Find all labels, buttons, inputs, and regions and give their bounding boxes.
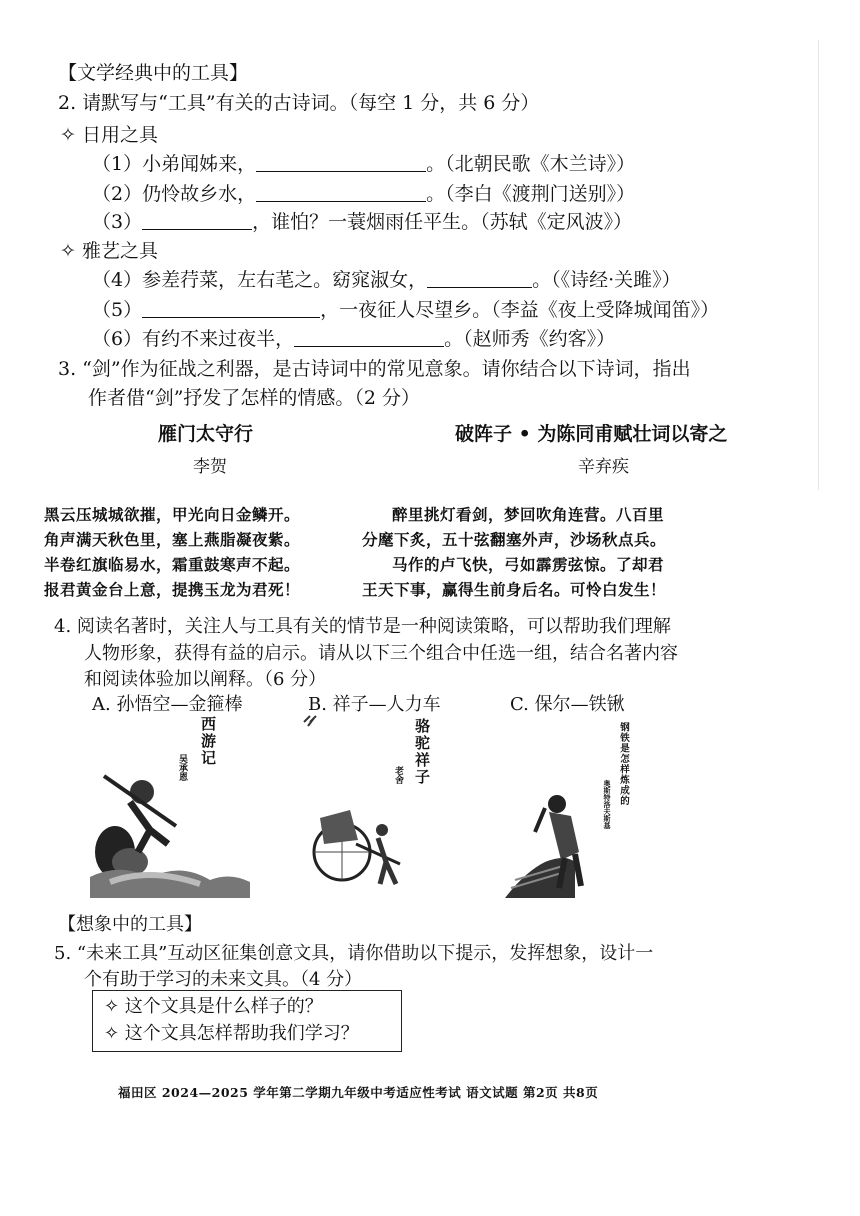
q2-line-3-source: ，谁怕？一蓑烟雨任平生。（苏轼《定风波》） <box>252 211 633 233</box>
question-4-prompt-line-3: 和阅读体验加以阐释。（6 分） <box>84 669 327 690</box>
poem-2-author: 辛弃疾 <box>578 457 629 477</box>
question-4-prompt-line-2: 人物形象，获得有益的启示。请从以下三个组合中任选一组，结合名著内容 <box>84 643 678 664</box>
option-c-label: C. 保尔—铁锹 <box>510 694 625 715</box>
poem-2-line: 马作的卢飞快，弓如霹雳弦惊。了却君 <box>392 555 665 574</box>
q2-blank-1[interactable] <box>256 153 426 172</box>
section-heading-imagination: 【想象中的工具】 <box>58 914 202 935</box>
poem-1-line: 黑云压城城欲摧，甲光向日金鳞开。 <box>44 505 301 524</box>
poem-1-author: 李贺 <box>193 457 227 477</box>
q2-blank-3[interactable] <box>142 211 252 230</box>
category-daily-tools: ✧ 日用之具 <box>60 124 158 146</box>
author-wu-chengen: 吴承恩 <box>177 754 187 781</box>
q2-line-2 <box>92 181 635 207</box>
poem-2-line: 分麾下炙，五十弦翻塞外声，沙场秋点兵。 <box>362 530 667 549</box>
book-title-steel-tempered: 钢铁是怎样炼成的 <box>618 722 629 806</box>
page-footer: 福田区 2024—2025 学年第二学期九年级中考适应性考试 语文试题 第2页 共8页 <box>118 1085 599 1100</box>
poem-2-line: 醉里挑灯看剑，梦回吹角连营。八百里 <box>392 505 665 524</box>
book-title-journey-west: 西游记 <box>199 716 217 767</box>
q2-line-2-text: （2）仍怜故乡水， <box>92 183 257 205</box>
author-ostrovsky: 奥斯特洛夫斯基 <box>603 780 612 829</box>
poem-2-title: 破阵子 • 为陈同甫赋壮词以寄之 <box>455 423 728 445</box>
page-edge-line <box>818 40 819 490</box>
q2-line-1 <box>92 151 635 177</box>
poem-1-line: 报君黄金台上意，提携玉龙为君死！ <box>44 580 301 599</box>
q2-line-2-source: 。（李白《渡荆门送别》） <box>426 183 636 205</box>
q2-line-1-text: （1）小弟闻姊来， <box>92 153 257 175</box>
option-a-label: A. 孙悟空—金箍棒 <box>92 694 243 715</box>
hint-1: ✧ 这个文具是什么样子的？ <box>104 996 323 1017</box>
q2-line-3 <box>92 209 632 235</box>
poem-1-line: 半卷红旗临易水，霜重鼓寒声不起。 <box>44 555 301 574</box>
q2-line-4-text: （4）参差荇菜，左右芼之。窈窕淑女， <box>92 269 428 291</box>
q2-line-6-source: 。（赵师秀《约客》） <box>444 328 616 350</box>
poem-1-title: 雁门太守行 <box>158 423 254 445</box>
q2-line-5 <box>92 297 719 323</box>
question-5-prompt-line-1: 5. “未来工具”互动区征集创意文具，请你借助以下提示，发挥想象，设计一 <box>54 943 654 964</box>
q2-line-5-text: （5） <box>92 299 143 321</box>
q2-blank-6[interactable] <box>294 328 444 347</box>
question-5-prompt-line-2: 个有助于学习的未来文具。（4 分） <box>84 969 363 990</box>
option-b-label: B. 祥子—人力车 <box>308 694 441 715</box>
q2-line-1-source: 。（北朝民歌《木兰诗》） <box>426 153 636 175</box>
q2-blank-2[interactable] <box>256 183 426 202</box>
book-title-camel-xiangzi: 骆驼祥子 <box>413 718 431 786</box>
q2-blank-4[interactable] <box>427 269 532 288</box>
category-art-tools: ✧ 雅艺之具 <box>60 240 158 262</box>
poem-1-line: 角声满天秋色里，塞上燕脂凝夜紫。 <box>44 530 301 549</box>
question-4-prompt-line-1: 4. 阅读名著时，关注人与工具有关的情节是一种阅读策略，可以帮助我们理解 <box>54 616 671 637</box>
illustration-rickshaw <box>300 714 410 890</box>
q2-line-6-text: （6）有约不来过夜半， <box>92 328 295 350</box>
author-lao-she: 老舍 <box>393 766 403 784</box>
question-3-prompt-line-2: 作者借“剑”抒发了怎样的情感。（2 分） <box>88 387 421 409</box>
poem-2-body <box>362 502 666 602</box>
poem-2-line: 王天下事，赢得生前身后名。可怜白发生！ <box>362 580 667 599</box>
q2-line-6 <box>92 326 615 352</box>
q2-line-4-source: 。（《诗经·关雎》） <box>532 269 681 291</box>
poem-1-body <box>44 502 300 602</box>
illustration-monkey-king <box>90 712 250 898</box>
q2-blank-5[interactable] <box>142 299 320 318</box>
section-heading-classics: 【文学经典中的工具】 <box>58 62 249 84</box>
hint-2: ✧ 这个文具怎样帮助我们学习？ <box>104 1023 359 1044</box>
question-3-prompt-line-1: 3. “剑”作为征战之利器，是古诗词中的常见意象。请你结合以下诗词，指出 <box>58 358 691 380</box>
q2-line-5-source: ，一夜征人尽望乡。（李益《夜上受降城闻笛》） <box>320 299 720 321</box>
q2-line-3-text: （3） <box>92 211 143 233</box>
question-2-prompt: 2. 请默写与“工具”有关的古诗词。（每空 1 分，共 6 分） <box>58 92 540 114</box>
q2-line-4 <box>92 267 681 293</box>
